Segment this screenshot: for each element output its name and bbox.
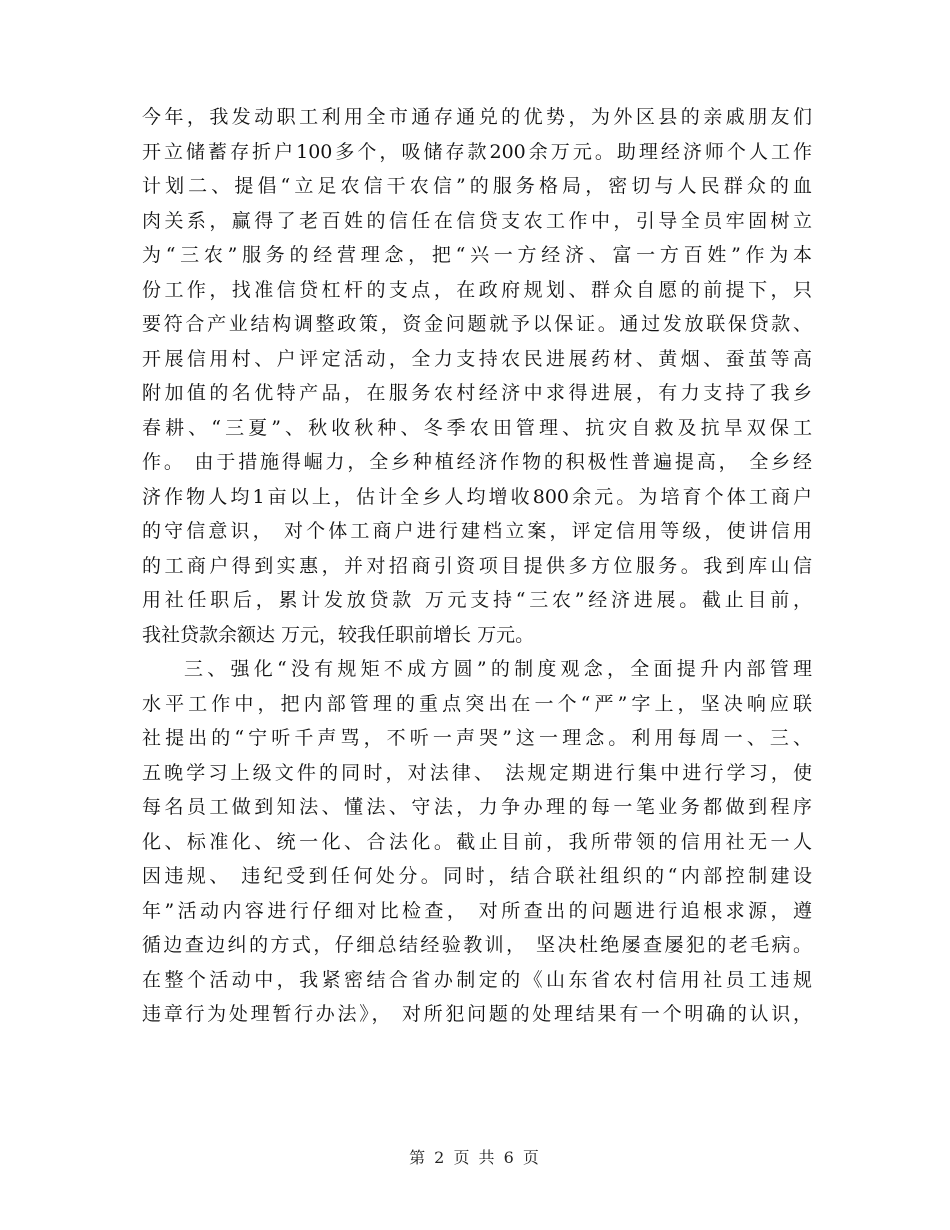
- text-line: 每名员工做到知法、懂法、守法，力争办理的每一笔业务都做到程序: [142, 796, 812, 818]
- text-line: 的守信意识， 对个体工商户进行建档立案，评定信用等级，使讲信用: [142, 520, 812, 542]
- text-line: 济作物人均1亩以上，估计全乡人均增收800余元。为培育个体工商户: [142, 485, 812, 508]
- text-line: 水平工作中，把内部管理的重点突出在一个“严”字上，坚决响应联: [142, 692, 812, 715]
- text-line: 附加值的名优特产品，在服务农村经济中求得进展，有力支持了我乡: [142, 382, 812, 404]
- text-line: 的工商户得到实惠，并对招商引资项目提供多方位服务。我到库山信: [142, 554, 812, 577]
- text-line: 开立储蓄存折户100多个，吸储存款200余万元。助理经济师个人工作: [142, 140, 812, 163]
- text-line: 我社贷款余额达 万元，较我任职前增长 万元。: [142, 623, 535, 646]
- text-line: 违章行为处理暂行办法》， 对所犯问题的处理结果有一个明确的认识，: [142, 1003, 812, 1025]
- page-number-footer: 第 2 页 共 6 页: [409, 1148, 541, 1167]
- text-line: 社提出的“宁听千声骂，不听一声哭”这一理念。利用每周一、三、: [142, 727, 812, 749]
- text-line: 作。 由于措施得崛力，全乡种植经济作物的积极性普遍提高， 全乡经: [142, 451, 812, 473]
- text-line: 计划二、提倡“立足农信干农信”的服务格局，密切与人民群众的血: [142, 175, 812, 197]
- text-line: 开展信用村、户评定活动，全力支持农民进展药材、黄烟、蚕茧等高: [142, 347, 812, 370]
- text-line: 化、标准化、统一化、合法化。截止目前，我所带领的信用社无一人: [142, 830, 812, 853]
- document-body: [142, 100, 812, 1032]
- text-line: 在整个活动中，我紧密结合省办制定的《山东省农村信用社员工违规: [142, 968, 812, 991]
- text-line: 循边查边纠的方式，仔细总结经验教训， 坚决杜绝屡查屡犯的老毛病。: [142, 934, 812, 956]
- text-line: 年”活动内容进行仔细对比检查， 对所查出的问题进行追根求源，遵: [142, 899, 812, 922]
- text-line: 三、强化“没有规矩不成方圆”的制度观念，全面提升内部管理: [184, 658, 812, 680]
- text-line: 因违规、 违纪受到任何处分。同时，结合联社组织的“内部控制建设: [142, 865, 812, 887]
- text-line: 为“三农”服务的经营理念，把“兴一方经济、富一方百姓”作为本: [142, 244, 812, 266]
- text-line: 要符合产业结构调整政策，资金问题就予以保证。通过发放联保贷款、: [142, 313, 812, 335]
- text-line: 用社任职后，累计发放贷款 万元支持“三农”经济进展。截止目前，: [142, 589, 812, 611]
- text-line: 今年，我发动职工利用全市通存通兑的优势，为外区县的亲戚朋友们: [142, 106, 812, 128]
- text-line: 五晚学习上级文件的同时，对法律、 法规定期进行集中进行学习，使: [142, 761, 812, 784]
- text-line: 肉关系，赢得了老百姓的信任在信贷支农工作中，引导全员牢固树立: [142, 209, 812, 232]
- text-line: 春耕、“三夏”、秋收秋种、冬季农田管理、抗灾自救及抗旱双保工: [142, 416, 812, 439]
- text-line: 份工作，找准信贷杠杆的支点，在政府规划、群众自愿的前提下，只: [142, 278, 812, 301]
